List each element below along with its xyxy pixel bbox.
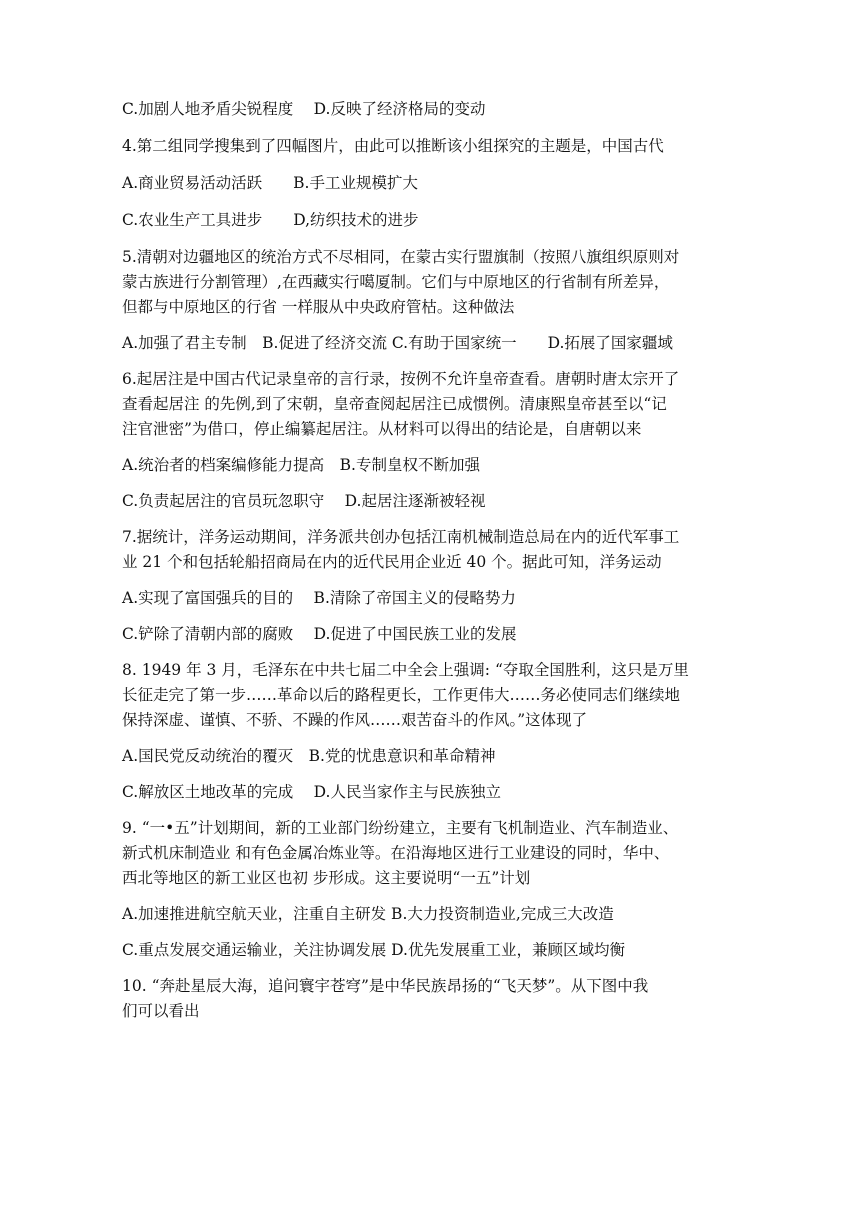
question-8-line-1: 8. 1949 年 3 月，毛泽东在中共七届二中全会上强调: “夺取全国胜利，这只是万里: [122, 661, 689, 679]
question-6-line-3: 注官泄密”为借口，停止编纂起居注。从材料可以得出的结论是，自唐朝以来: [122, 420, 642, 438]
question-10: [122, 974, 748, 1024]
question-10-line-2: 们可以看出: [122, 1002, 200, 1020]
options-q3-cd: C.加剧人地矛盾尖锐程度 D.反映了经济格局的变动: [122, 100, 486, 118]
question-9-line-1: 9. “一•五”计划期间，新的工业部门纷纷建立，主要有飞机制造业、汽车制造业、: [122, 819, 679, 837]
question-6-line-1: 6.起居注是中国古代记录皇帝的言行录，按例不允许皇帝查看。唐朝时唐太宗开了: [122, 370, 680, 388]
options-q9-ab: A.加速推进航空航天业，注重自主研发 B.大力投资制造业,完成三大改造: [122, 905, 614, 923]
question-8-line-3: 保持深虚、谨慎、不骄、不躁的作风……艰苦奋斗的作风。”这体现了: [122, 711, 588, 729]
question-8: [122, 658, 748, 733]
question-6-line-2: 查看起居注 的先例,到了宋朝，皇帝查阅起居注已成惯例。清康熙皇帝甚至以“记: [122, 395, 667, 413]
question-6: [122, 367, 748, 442]
question-5-line-2: 蒙古族进行分割管理）,在西藏实行噶厦制。它们与中原地区的行省制有所差异，: [122, 273, 670, 291]
question-7-line-2: 业 21 个和包括轮船招商局在内的近代民用企业近 40 个。据此可知，洋务运动: [122, 553, 662, 571]
options-q4-cd: C.农业生产工具进步 D,纺织技术的进步: [122, 211, 419, 229]
options-q9-cd: C.重点发展交通运输业，关注协调发展 D.优先发展重工业，兼顾区域均衡: [122, 941, 625, 959]
exam-page: [122, 97, 748, 1024]
question-5-line-3: 但都与中原地区的行省 一样服从中央政府管枯。这种做法: [122, 298, 515, 316]
question-8-line-2: 长征走完了第一步……革命以后的路程更长，工作更伟大……务必使同志们继续地: [122, 686, 681, 704]
question-5: [122, 245, 748, 320]
question-4: 4.第二组同学搜集到了四幅图片，由此可以推断该小组探究的主题是，中国古代: [122, 137, 664, 155]
options-q6-cd: C.负责起居注的官员玩忽职守 D.起居注逐渐被轻视: [122, 492, 486, 510]
question-9-line-3: 西北等地区的新工业区也初 步形成。这主要说明“一五”计划: [122, 869, 531, 887]
question-7-line-1: 7.据统计，洋务运动期间，洋务派共创办包括江南机械制造总局在内的近代军事工: [122, 528, 680, 546]
question-10-line-1: 10. “奔赴星辰大海，追问寰宇苍穹”是中华民族昂扬的“飞天梦”。从下图中我: [122, 977, 649, 995]
question-9-line-2: 新式机床制造业 和有色金属冶炼业等。在沿海地区进行工业建设的同时，华中、: [122, 844, 670, 862]
question-9: [122, 816, 748, 891]
options-q4-ab: A.商业贸易活动活跃 B.手工业规模扩大: [122, 174, 418, 192]
options-q7-ab: A.实现了富国强兵的目的 B.清除了帝国主义的侵略势力: [122, 589, 516, 607]
options-q7-cd: C.铲除了清朝内部的腐败 D.促进了中国民族工业的发展: [122, 625, 517, 643]
options-q6-ab: A.统治者的档案编修能力提高 B.专制皇权不断加强: [122, 456, 480, 474]
question-7: [122, 525, 748, 575]
options-q5: A.加强了君主专制 B.促进了经济交流 C.有助于国家统一 D.拓展了国家疆域: [122, 334, 673, 352]
options-q8-cd: C.解放区土地改革的完成 D.人民当家作主与民族独立: [122, 783, 501, 801]
options-q8-ab: A.国民党反动统治的覆灭 B.党的忧患意识和革命精神: [122, 747, 496, 765]
question-5-line-1: 5.清朝对边疆地区的统治方式不尽相同，在蒙古实行盟旗制（按照八旗组织原则对: [122, 248, 680, 266]
